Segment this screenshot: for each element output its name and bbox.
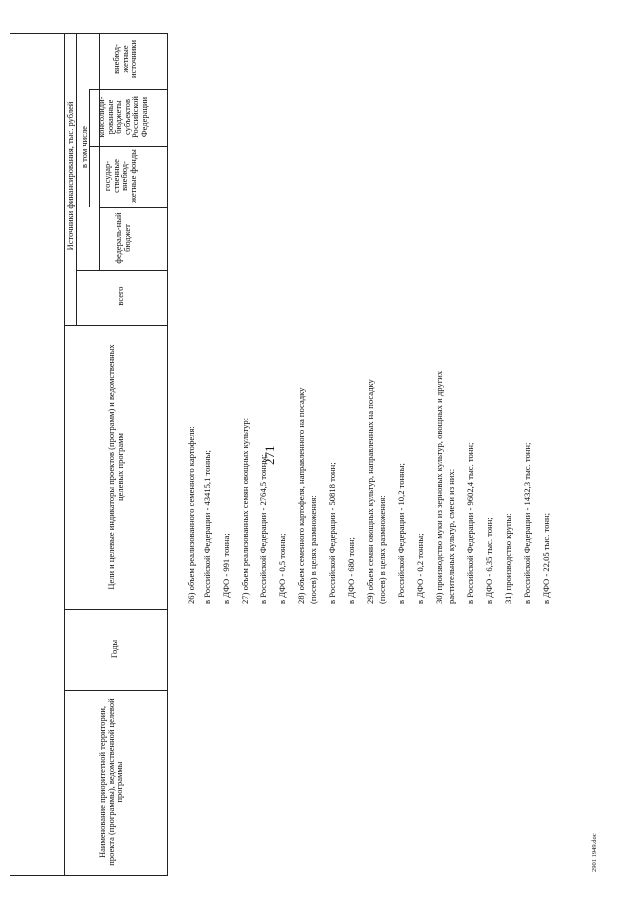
divider-goals-years [64, 609, 167, 610]
text-line: в Российской Федерации - 1432,3 тыс. тонн; [522, 442, 532, 604]
text-line: в ДФО - 6,35 тыс. тонн; [484, 517, 494, 604]
text-line: 30) производство муки из зерновых культур, овощных и других [434, 370, 444, 604]
text-line: (посев) в целях размножения: [308, 495, 318, 604]
header-in-that-number: в том числе [79, 126, 89, 168]
table-header-bottom [167, 33, 168, 875]
text-line: в ДФО - 22,05 тыс. тонн; [541, 513, 551, 604]
text-line: в ДФО - 680 тонн; [346, 537, 356, 604]
text-line: растительных культур, смеси из них: [446, 468, 456, 604]
file-name: 2901 1949.doc [591, 833, 598, 872]
header-goals-indicators: Цели и целевые индикаторы проектов (программ) и ведомственных целевых программ [106, 344, 125, 590]
text-line: в Российской Федерации - 2764,5 тонны; [258, 454, 268, 604]
text-line: 29) объем семян овощных культур, направленных на посадку [365, 379, 375, 604]
text-line: (посев) в целях размножения: [377, 495, 387, 604]
divider-in-that-number [89, 89, 90, 207]
header-federal-budget: федераль-ный бюджет [113, 212, 132, 264]
header-territory-name: Наименование приоритетной территории, проекта (программы), ведомственной целевой программы [97, 698, 124, 866]
text-line: 26) объем реализованного семенного картофеля: [186, 426, 196, 604]
divider-extra-budget [89, 89, 167, 90]
table-bottom-border [10, 875, 168, 876]
text-line: в Российской Федерации - 10,2 тонны; [396, 463, 406, 604]
text-line: в Российской Федерации - 43415,1 тонны; [202, 450, 212, 604]
text-line: 31) производство крупы: [503, 513, 513, 604]
text-line: в ДФО - 0,5 тонны; [277, 533, 287, 604]
header-extra-budget-sources: внебюд-жетные источники [111, 40, 138, 79]
page-number: 271 [262, 445, 277, 465]
text-line: в ДФО - 0,2 тонны; [415, 533, 425, 604]
header-consolidated-budgets: консолиди-рованные бюджеты субъектов Российской Федерации [96, 96, 149, 138]
header-years: Годы [109, 639, 119, 659]
table-top-border [10, 33, 168, 34]
divider-total [76, 270, 167, 271]
divider-including [99, 33, 100, 270]
header-state-extra-budget-funds: государ-ственные внебюд-жетные фонды [102, 149, 138, 203]
divider-state-funds [89, 146, 167, 147]
text-line: в Российской Федерации - 9602,4 тыс. тонн; [465, 442, 475, 604]
header-funding-sources: Источники финансирования, тыс. рублей [65, 101, 75, 251]
divider-years-territory [64, 690, 167, 691]
text-line: в ДФО - 991 тонна; [221, 533, 231, 604]
text-line: в Российской Федерации - 50818 тонн; [327, 462, 337, 604]
header-total: всего [115, 286, 125, 306]
text-line: 28) объем семенного картофеля, направленного на посадку [296, 387, 306, 604]
divider-federal [99, 207, 167, 208]
divider-sources-goals [64, 325, 167, 326]
divider-sources-title [76, 33, 77, 325]
text-line: 27) объем реализованных семян овощных культур: [240, 417, 250, 604]
